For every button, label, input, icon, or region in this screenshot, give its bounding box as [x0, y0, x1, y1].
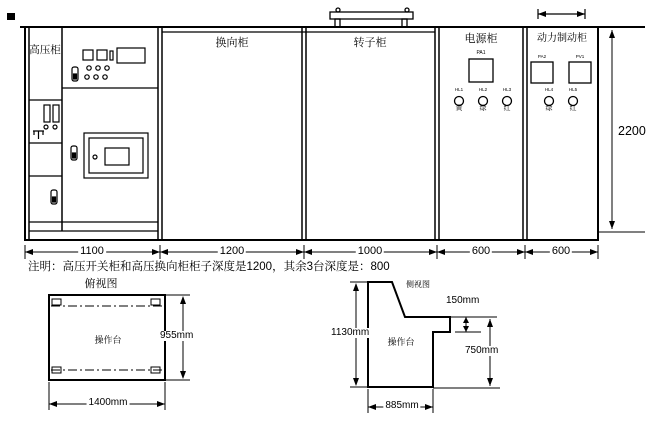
sideview-console-label: 操作台 — [387, 337, 415, 347]
hv-door-window — [105, 148, 129, 165]
lifting-bar-foot — [335, 19, 340, 27]
dim-width-600b: 600 — [551, 245, 571, 257]
hv-lamp — [96, 66, 100, 70]
corner-mark — [7, 13, 15, 20]
topview-console-label: 操作台 — [94, 335, 122, 345]
cabinet-label-braking: 动力制动柜 — [537, 33, 587, 44]
hv-meter-display — [117, 48, 145, 63]
note-text: 注明：高压开关柜和高压换向柜柜子深度是1200，其余3台深度是：800 — [28, 261, 390, 273]
corner-pad — [151, 299, 160, 305]
sideview-title: 侧视图 — [406, 280, 430, 289]
lifting-bar — [330, 8, 413, 27]
lamp-code: HL5 — [568, 87, 578, 92]
dim-front-height-750: 750mm — [465, 345, 499, 356]
meter-label-pa1: PA1 — [476, 50, 486, 56]
lamp-code: HL3 — [502, 87, 512, 92]
topview-title: 俯视图 — [84, 278, 118, 290]
dim-depth-955: 955mm — [160, 330, 194, 341]
lamp-color: 绿 — [545, 105, 553, 112]
cabinet-section-lines — [29, 32, 435, 231]
elevation-dimension-lines — [25, 30, 645, 259]
lamp-color: 红 — [503, 105, 511, 112]
hv-fuse-dot — [53, 125, 57, 129]
lamp-color: 绿 — [479, 105, 487, 112]
hv-fuse-2 — [53, 105, 59, 122]
lamp-color: 黄 — [455, 105, 463, 112]
hv-lamp — [94, 75, 98, 79]
hv-button-1 — [83, 50, 93, 60]
hv-fuse-dot — [44, 125, 48, 129]
dim-back-height-1130: 1130mm — [331, 327, 370, 338]
lamp-code: HL4 — [544, 87, 554, 92]
hv-lamp — [85, 75, 89, 79]
hv-t-handle — [33, 131, 44, 139]
hv-cabinet-components — [33, 48, 148, 204]
dim-width-1400: 1400mm — [88, 397, 128, 408]
hv-handle-grip — [73, 153, 76, 158]
corner-pad — [52, 299, 61, 305]
meter-pa2 — [531, 62, 553, 83]
cabinet-label-commutation: 换向柜 — [215, 37, 249, 49]
meter-label-pv1: PV1 — [575, 54, 585, 59]
hv-fuse-1 — [44, 105, 50, 122]
cabinet-label-hv: 高压柜 — [29, 44, 61, 56]
lifting-bar-bolt — [405, 8, 409, 12]
hv-lamp — [103, 75, 107, 79]
lamp-code: HL2 — [478, 87, 488, 92]
topview-dimension-lines — [49, 295, 190, 410]
lifting-bar-bolt — [336, 8, 340, 12]
hv-switch — [110, 51, 113, 60]
dim-width-1100: 1100 — [80, 245, 104, 257]
sideview-profile — [368, 282, 450, 387]
meter-pv1 — [569, 62, 591, 83]
cabinet-label-rotor: 转子柜 — [353, 37, 387, 49]
lamp-code: HL1 — [454, 87, 464, 92]
meter-pa1 — [469, 59, 493, 82]
lifting-bar-body — [330, 12, 413, 19]
dim-step-150: 150mm — [446, 295, 480, 306]
hv-keyhole — [93, 155, 97, 159]
hv-lamp — [105, 66, 109, 70]
cabinet-label-power: 电源柜 — [464, 33, 498, 45]
dim-width-1000: 1000 — [357, 245, 383, 257]
dim-width-600a: 600 — [471, 245, 491, 257]
hv-handle-grip — [53, 197, 56, 202]
hv-button-2 — [97, 50, 107, 60]
lamp-color: 红 — [569, 105, 577, 112]
hv-lamp — [87, 66, 91, 70]
lifting-bar-foot — [402, 19, 407, 27]
dim-depth-885: 885mm — [385, 400, 419, 411]
meter-label-pa2: PA2 — [537, 54, 547, 59]
dim-width-1200: 1200 — [219, 245, 245, 257]
hv-handle-grip — [74, 74, 77, 79]
dim-height-2200: 2200 — [618, 124, 646, 138]
